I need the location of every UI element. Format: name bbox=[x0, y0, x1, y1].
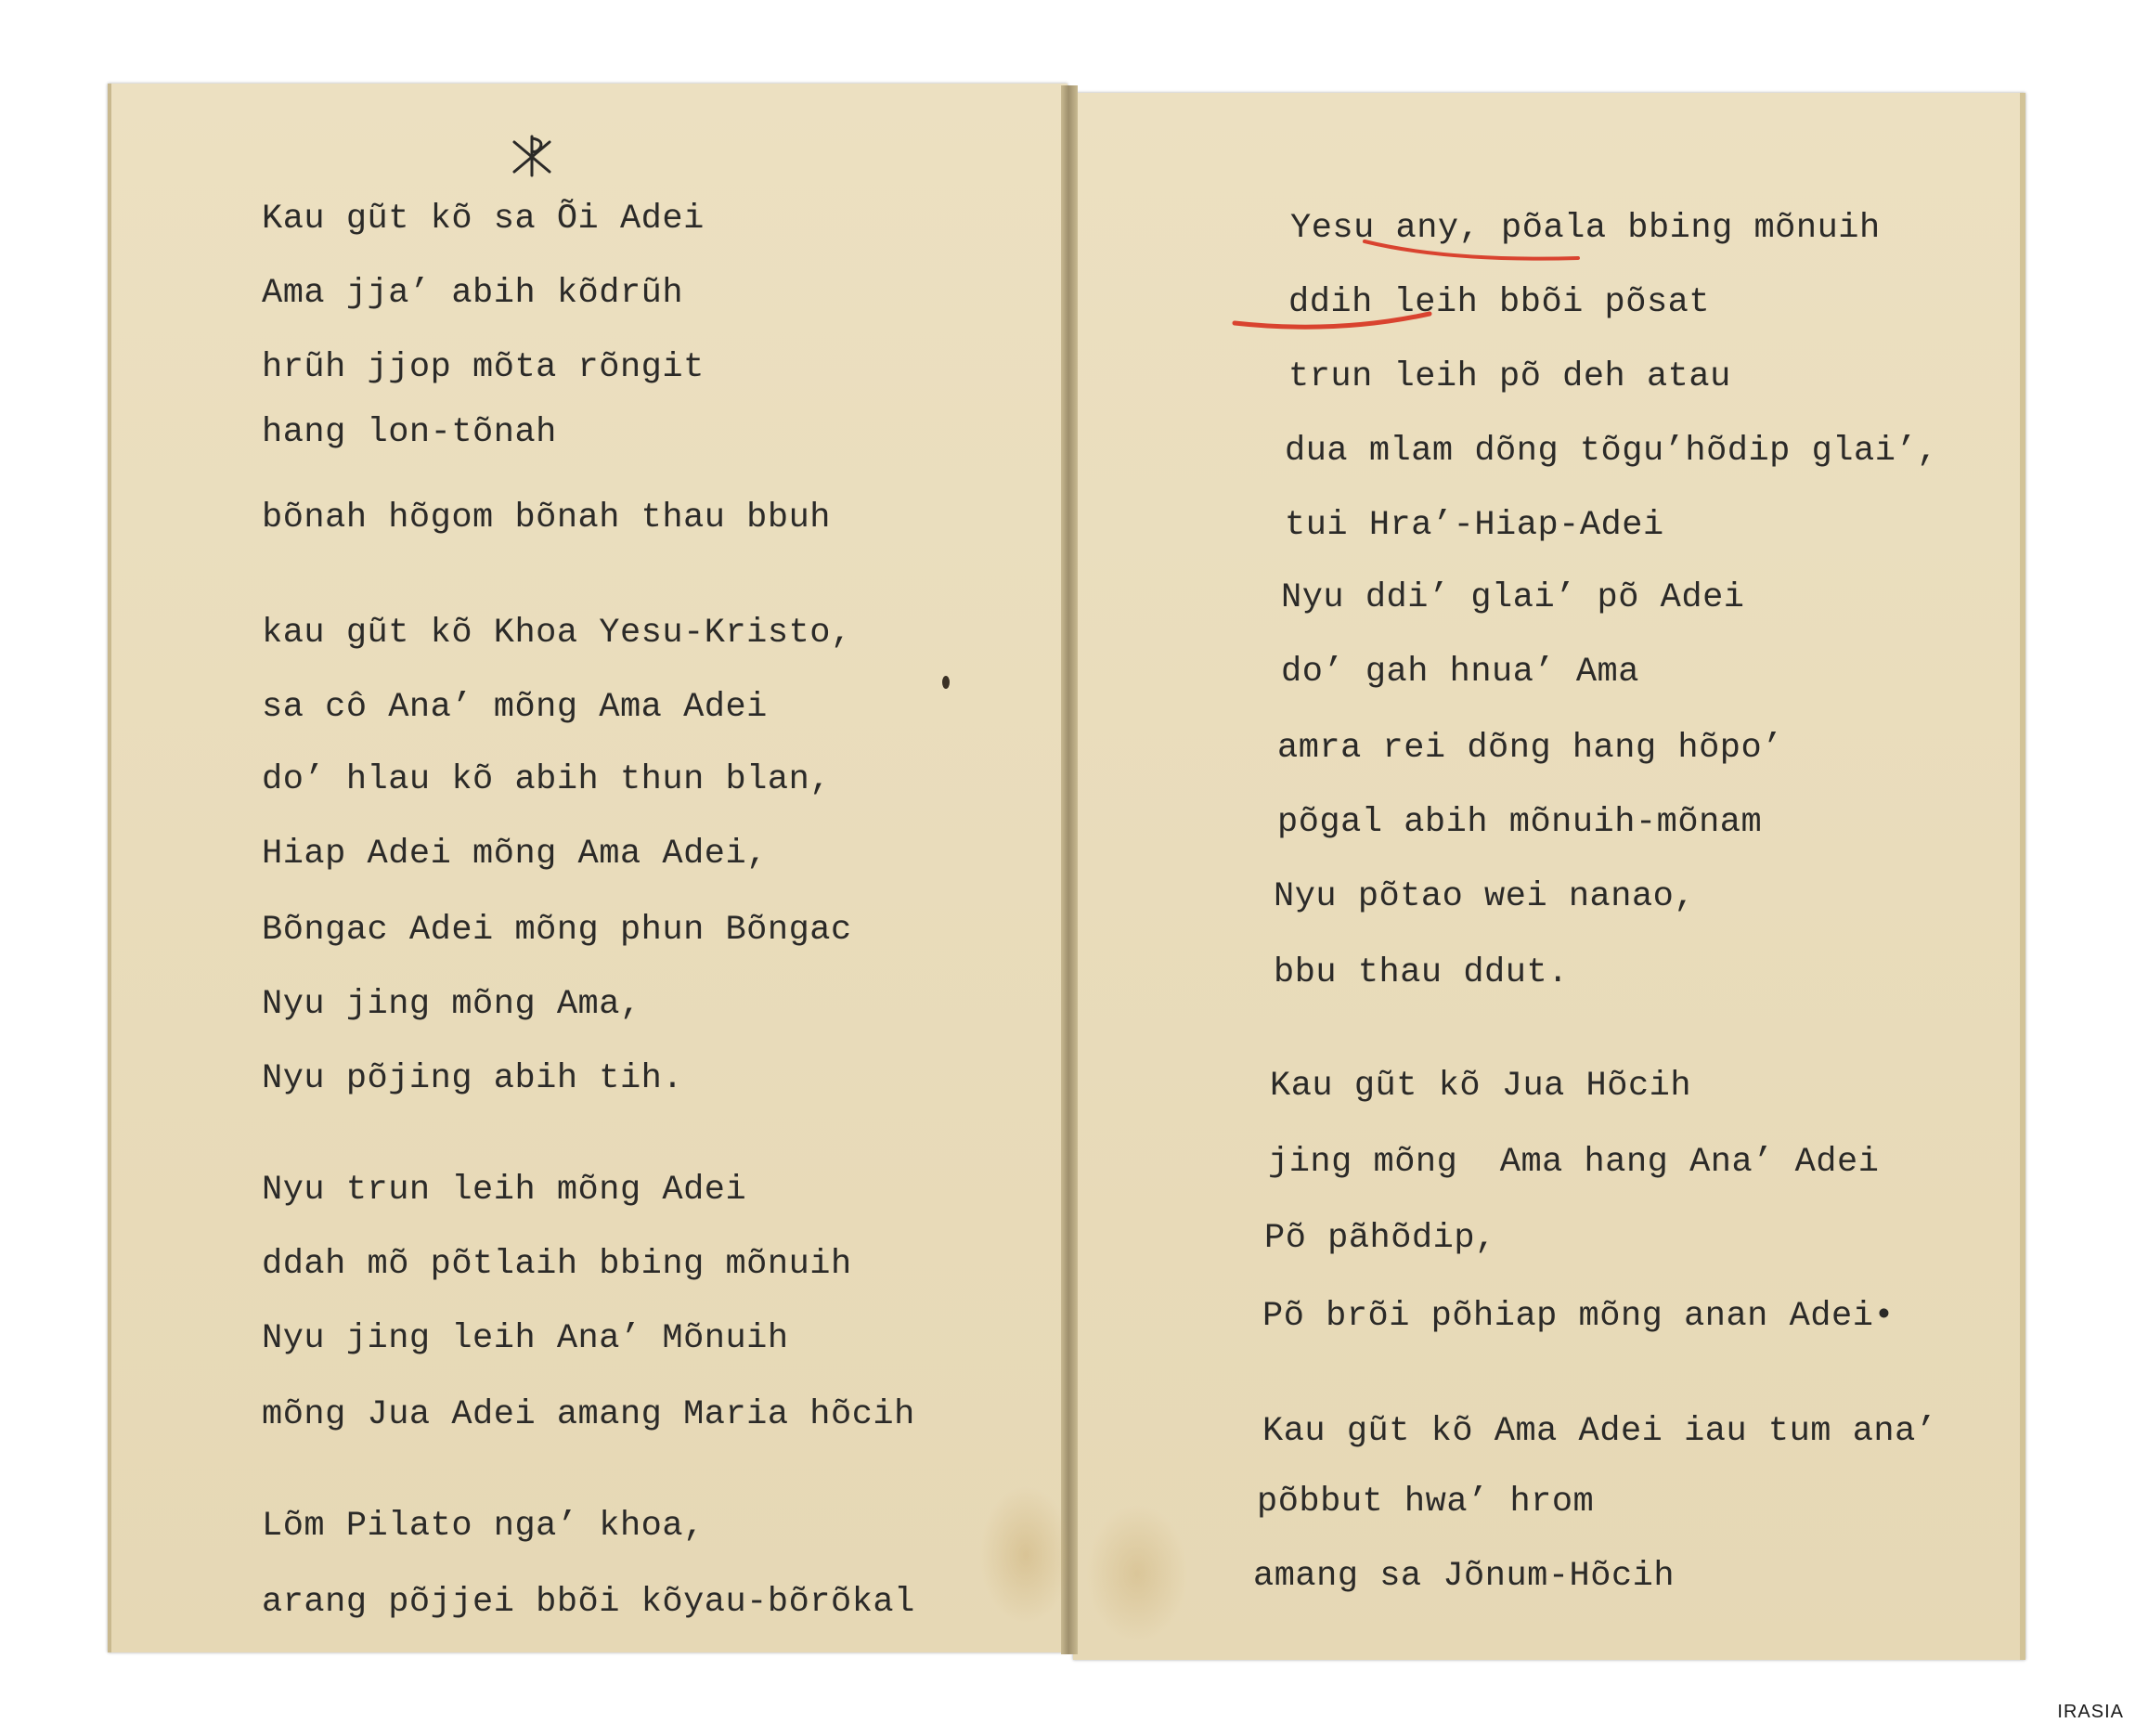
right-line: Nyu põtao wei nanao, bbox=[1274, 877, 1696, 916]
right-line: do’ gah hnua’ Ama bbox=[1281, 653, 1639, 692]
right-line: tui Hra’-Hiap-Adei bbox=[1285, 506, 1664, 545]
right-line: trun leih põ deh atau bbox=[1288, 357, 1731, 396]
left-line: mõng Jua Adei amang Maria hõcih bbox=[262, 1395, 915, 1434]
right-line: põgal abih mõnuih-mõnam bbox=[1277, 803, 1763, 842]
left-line: Bõngac Adei mõng phun Bõngac bbox=[262, 911, 852, 950]
left-line: Nyu trun leih mõng Adei bbox=[262, 1171, 747, 1210]
left-line: Nyu jing leih Ana’ Mõnuih bbox=[262, 1319, 789, 1358]
right-line: Nyu ddi’ glai’ põ Adei bbox=[1281, 578, 1745, 617]
right-line: Yesu any, põala bbing mõnuih bbox=[1290, 209, 1881, 248]
left-line: Nyu jing mõng Ama, bbox=[262, 985, 641, 1024]
left-line: hang lon-tõnah bbox=[262, 413, 557, 452]
left-line: Nyu põjing abih tih. bbox=[262, 1059, 684, 1098]
right-line: bbu thau ddut. bbox=[1274, 953, 1569, 992]
source-watermark: IRASIA bbox=[2057, 1702, 2124, 1722]
paper-stain bbox=[1086, 1504, 1188, 1643]
right-line: Põ pãhõdip, bbox=[1264, 1219, 1496, 1258]
left-line: Kau gũt kõ sa Õi Adei bbox=[262, 200, 705, 239]
left-line: bõnah hõgom bõnah thau bbuh bbox=[262, 499, 831, 538]
left-line: Lõm Pilato nga’ khoa, bbox=[262, 1507, 705, 1546]
left-line: arang põjjei bbõi kõyau-bõrõkal bbox=[262, 1583, 915, 1622]
right-line: ddih leih bbõi põsat bbox=[1288, 283, 1711, 322]
right-line: amang sa Jõnum-Hõcih bbox=[1253, 1557, 1676, 1596]
right-line: Kau gũt kõ Ama Adei iau tum ana’ bbox=[1262, 1412, 1937, 1451]
left-line: kau gũt kõ Khoa Yesu-Kristo, bbox=[262, 614, 852, 653]
ink-spot bbox=[942, 676, 950, 689]
chi-rho-icon bbox=[509, 135, 555, 177]
left-line: Hiap Adei mõng Ama Adei, bbox=[262, 835, 768, 874]
right-line: Kau gũt kõ Jua Hõcih bbox=[1270, 1067, 1692, 1106]
right-line: põbbut hwa’ hrom bbox=[1257, 1483, 1595, 1522]
left-line: hrũh jjop mõta rõngit bbox=[262, 348, 705, 387]
right-line: dua mlam dõng tõgu’hõdip glai’, bbox=[1285, 432, 1938, 471]
left-line: ddah mõ põtlaih bbing mõnuih bbox=[262, 1245, 852, 1284]
right-line: jing mõng Ama hang Ana’ Adei bbox=[1268, 1143, 1880, 1182]
paper-stain bbox=[979, 1485, 1072, 1625]
right-line: Põ brõi põhiap mõng anan Adei• bbox=[1262, 1297, 1896, 1336]
book-gutter bbox=[1061, 85, 1078, 1654]
left-line: Ama jja’ abih kõdrũh bbox=[262, 274, 684, 313]
left-line: sa cô Ana’ mõng Ama Adei bbox=[262, 688, 768, 727]
right-line: amra rei dõng hang hõpo’ bbox=[1277, 729, 1783, 768]
left-line: do’ hlau kõ abih thun blan, bbox=[262, 760, 831, 799]
